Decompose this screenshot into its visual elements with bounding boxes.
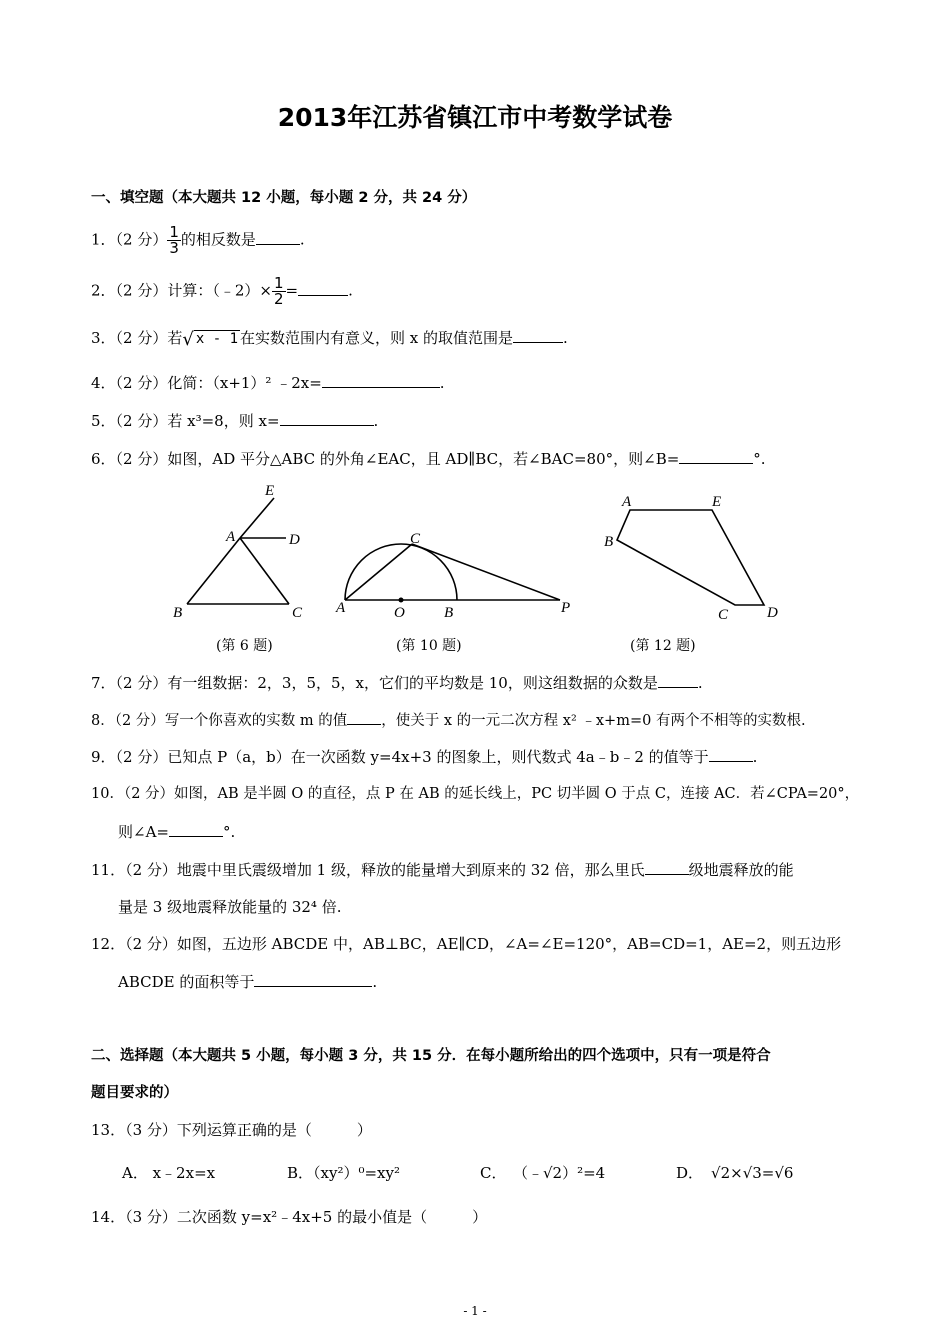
fig10-label-p: P	[561, 600, 571, 616]
answer-blank	[298, 281, 348, 296]
question-number: 12．（2 分）	[91, 935, 177, 953]
question-14: 14．（3 分）二次函数 y=x²﹣4x+5 的最小值是（ ）	[91, 1208, 488, 1226]
question-number: 9．（2 分）	[91, 748, 168, 766]
question-number: 1．（2 分）	[91, 230, 168, 249]
question-number: 3．（2 分）	[91, 329, 168, 347]
question-number: 10．（2 分）	[91, 786, 175, 802]
question-12-line2: ABCDE 的面积等于 .	[118, 973, 378, 991]
question-number: 6．（2 分）	[91, 450, 168, 468]
question-9: 9．（2 分）已知点 P（a，b）在一次函数 y=4x+3 的图象上，则代数式 4a﹣b﹣2 的值等于 .	[91, 748, 758, 766]
fig12-label-b: B	[604, 534, 614, 550]
question-10-line1: 10．（2 分）如图，AB 是半圆 O 的直径，点 P 在 AB 的延长线上，PC 切半圆 O 于点 C，连接 AC．若∠CPA=20°，	[91, 786, 860, 802]
question-10-line2: 则∠A= °.	[118, 823, 236, 841]
answer-blank	[513, 328, 563, 343]
question-4: 4．（2 分）化简：（x+1）² ﹣2x= .	[91, 374, 445, 392]
figure-12-pentagon	[617, 510, 764, 605]
question-number: 4．（2 分）	[91, 374, 168, 392]
question-number: 14．（3 分）	[91, 1208, 177, 1226]
question-11-line1: 11．（2 分）地震中里氏震级增加 1 级，释放的能量增大到原来的 32 倍，那么里氏 级地震释放的能	[91, 861, 794, 879]
fig6-label-c: C	[292, 605, 303, 621]
question-number: 8．（2 分）	[91, 713, 165, 729]
answer-blank	[322, 373, 440, 388]
question-5: 5．（2 分）若 x³=8，则 x= .	[91, 412, 379, 430]
fig12-caption: (第 12 题)	[630, 638, 696, 654]
fig12-label-a: A	[622, 494, 632, 510]
option-a: A． x﹣2x=x	[122, 1164, 216, 1182]
question-6: 6．（2 分）如图，AD 平分△ABC 的外角∠EAC，且 AD∥BC，若∠BAC=80°，则∠B= °.	[91, 450, 766, 468]
option-b: B．（xy²）⁰=xy²	[287, 1164, 400, 1182]
question-number: 13．（3 分）	[91, 1121, 177, 1139]
radical-sign-icon: √	[182, 329, 194, 350]
figures-row	[0, 478, 950, 628]
question-1: 1．（2 分） $\frac{1}{3}$ 的相反数是 .	[91, 223, 305, 257]
fig12-label-c: C	[718, 607, 729, 623]
option-c: C． （﹣√2）²=4	[480, 1164, 606, 1182]
answer-blank	[256, 230, 300, 245]
page-title: 2013年江苏省镇江市中考数学试卷	[277, 103, 673, 132]
question-number: 2．（2 分）	[91, 281, 168, 300]
fig10-caption: (第 10 题)	[396, 638, 462, 654]
fig6-label-e: E	[265, 483, 275, 499]
answer-blank	[645, 860, 689, 875]
fig10-label-c: C	[410, 531, 421, 547]
question-12-line1: 12．（2 分）如图，五边形 ABCDE 中，AB⊥BC，AE∥CD，∠A=∠E=120°，AB=CD=1，AE=2，则五边形	[91, 935, 842, 953]
fig6-label-b: B	[173, 605, 183, 621]
section1-heading: 一、填空题（本大题共 12 小题，每小题 2 分，共 24 分）	[91, 190, 477, 206]
figure-6-triangle	[187, 498, 289, 604]
question-8: 8．（2 分）写一个你喜欢的实数 m 的值 ，使关于 x 的一元二次方程 x² ﹣x+m=0 有两个不相等的实数根.	[91, 710, 806, 731]
figure-10-semicircle	[345, 544, 560, 600]
answer-blank	[254, 972, 372, 987]
fig10-label-a: A	[336, 600, 346, 616]
answer-blank	[347, 710, 381, 725]
question-number: 11．（2 分）	[91, 861, 177, 879]
fig12-label-e: E	[712, 494, 722, 510]
fig10-label-o: O	[394, 605, 405, 621]
fig10-center-point	[399, 598, 404, 603]
fraction-one-third: $\frac{1}{3}$	[169, 223, 179, 257]
fig12-label-d: D	[767, 605, 778, 621]
question-11-line2: 量是 3 级地震释放能量的 32⁴ 倍.	[118, 898, 342, 916]
question-2: 2．（2 分）计算：（﹣2）× $\frac{1}{2}$ = .	[91, 274, 353, 308]
answer-blank	[169, 822, 223, 837]
page-number: - 1 -	[463, 1304, 487, 1318]
question-7: 7．（2 分）有一组数据：2，3，5，5，x，它们的平均数是 10，则这组数据的众数是 .	[91, 674, 703, 692]
fig6-label-d: D	[289, 532, 300, 548]
answer-blank	[679, 449, 753, 464]
section2-heading-line1: 二、选择题（本大题共 5 小题，每小题 3 分，共 15 分．在每小题所给出的四个选项中，只有一项是符合	[91, 1048, 771, 1064]
answer-blank	[709, 747, 753, 762]
answer-blank	[658, 673, 698, 688]
question-13: 13．（3 分）下列运算正确的是（ ）	[91, 1121, 372, 1139]
fig10-label-b: B	[444, 605, 454, 621]
fraction-one-half: $\frac{1}{2}$	[273, 274, 284, 308]
section2-heading-line2: 题目要求的）	[91, 1085, 178, 1101]
radicand: x - 1	[195, 331, 239, 347]
fig6-label-a: A	[226, 529, 236, 545]
question-number: 5．（2 分）	[91, 412, 168, 430]
question-number: 7．（2 分）	[91, 674, 168, 692]
fig6-caption: (第 6 题)	[216, 638, 273, 654]
answer-blank	[280, 411, 374, 426]
option-d: D． √2×√3=√6	[676, 1164, 794, 1182]
question-3: 3．（2 分）若√ x - 1 在实数范围内有意义，则 x 的取值范围是 .	[91, 329, 568, 350]
